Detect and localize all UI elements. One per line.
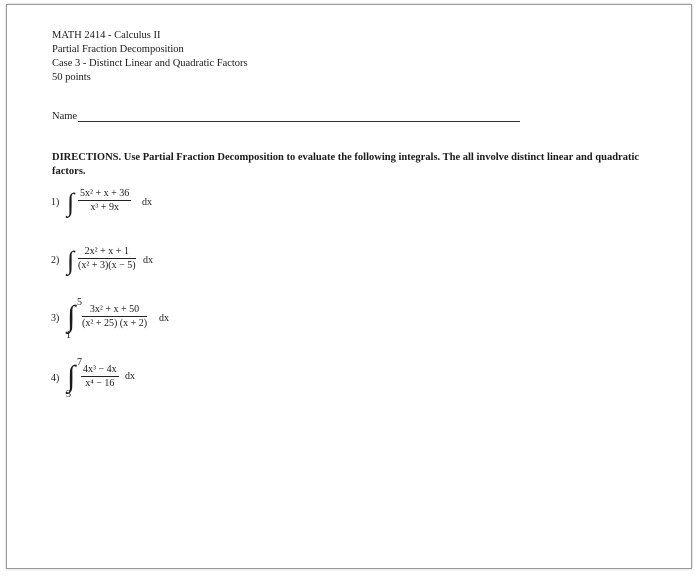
denominator: (x² + 3)(x − 5)	[78, 260, 136, 271]
numerator: 5x² + x + 36	[80, 188, 130, 199]
integral-sign: ∫	[67, 246, 75, 275]
numerator: 4x³ − 4x	[83, 364, 117, 375]
denominator: (x² + 25) (x + 2)	[82, 318, 148, 329]
points-label: 50 points	[52, 72, 91, 83]
integrand-fraction	[78, 188, 131, 213]
worksheet-header	[52, 29, 248, 85]
lower-limit: 3	[66, 389, 71, 400]
integrand-fraction	[82, 304, 147, 329]
case-title: Case 3 - Distinct Linear and Quadratic Factors	[52, 58, 248, 69]
integral-sign: ∫	[67, 360, 76, 393]
topic-title: Partial Fraction Decomposition	[52, 44, 184, 55]
differential: dx	[125, 371, 135, 382]
name-row	[52, 111, 520, 122]
problem-number: 3)	[51, 313, 60, 324]
numerator: 2x² + x + 1	[78, 246, 136, 259]
denominator: x⁴ − 16	[85, 378, 115, 389]
lower-limit: 1	[66, 330, 71, 341]
integrand-fraction	[81, 364, 119, 389]
problem-number: 1)	[51, 197, 60, 208]
differential: dx	[159, 313, 169, 324]
integral-sign: ∫	[67, 188, 75, 217]
course-title: MATH 2414 - Calculus II	[52, 30, 161, 41]
name-blank-line	[78, 111, 520, 122]
integral-sign: ∫	[67, 300, 76, 333]
problem-number: 2)	[51, 255, 60, 266]
name-label: Name	[52, 111, 78, 122]
differential: dx	[142, 197, 152, 208]
upper-limit: 7	[77, 357, 82, 368]
numerator: 3x² + x + 50	[82, 304, 147, 317]
worksheet-page	[6, 4, 692, 569]
integrand-fraction	[78, 246, 136, 271]
denominator: x³ + 9x	[90, 202, 119, 213]
upper-limit: 5	[77, 297, 82, 308]
problem-number: 4)	[51, 373, 60, 384]
directions-text: DIRECTIONS. Use Partial Fraction Decomposition to evaluate the following integrals. The all involve distinct linear and quadratic factors.	[52, 152, 640, 177]
differential: dx	[143, 255, 153, 266]
